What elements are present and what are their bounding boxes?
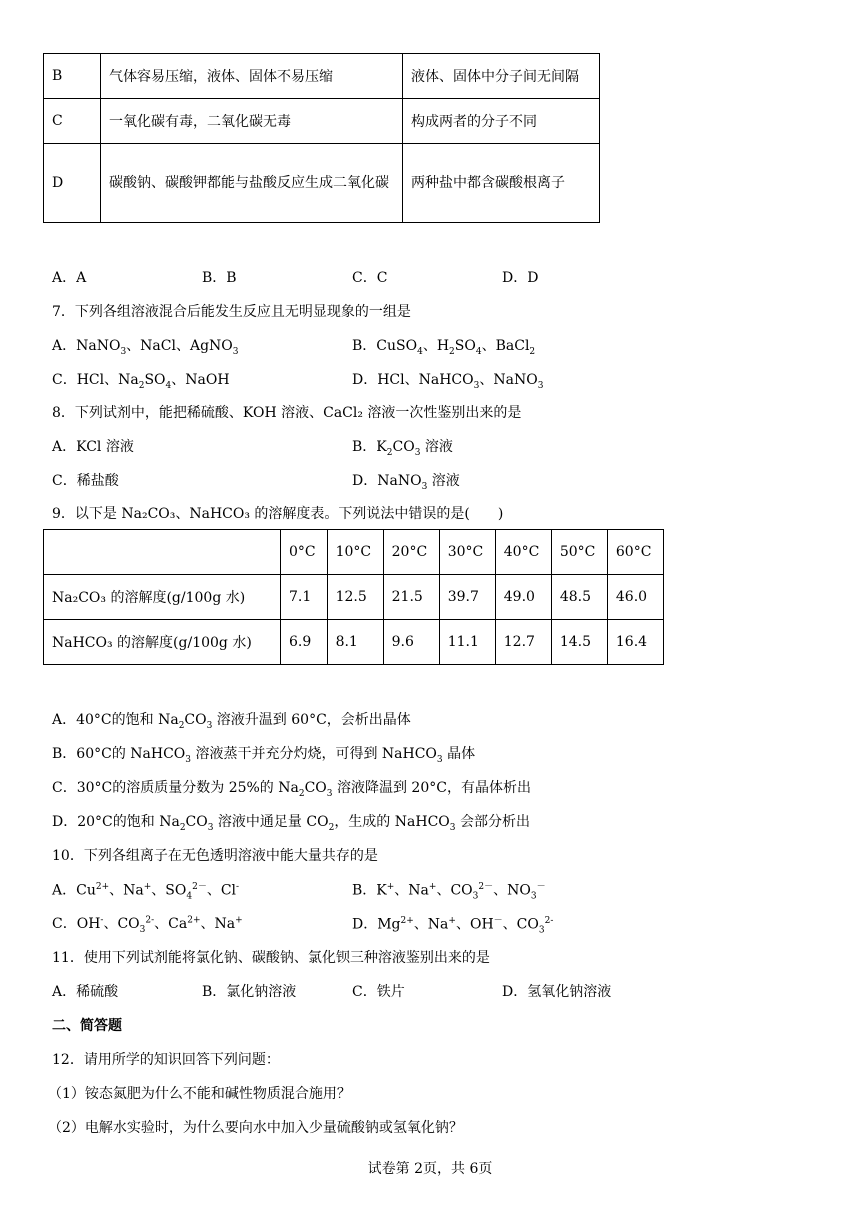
q11-option-c: C．铁片 [352,984,405,1000]
q11-option-d: D．氢氧化钠溶液 [502,984,612,1000]
q10-option-d: D．$Mg^{2+}$、Na+、OH－、$CO_3^{2-}$ [352,916,554,936]
value-cell: 8.1 [327,620,383,665]
q10-option-a: A．$Cu^{2+}$、Na+、$SO_4^{2-}$、Cl- [52,882,240,902]
table-row [44,144,600,223]
header-cell: 40°C [495,530,551,575]
q8-option-c: C．稀盐酸 [52,473,119,489]
q6-option-c: C．C [352,270,388,286]
value-cell: 21.5 [383,575,439,620]
row-label: NaHCO₃ 的溶解度(g/100g 水) [44,620,281,665]
option-key: D [44,144,101,223]
q9-option-b: B．60°C的 NaHCO$_3$ 溶液蒸干并充分灼烧，可得到 NaHCO$_3$ 晶体 [52,746,476,765]
q7-stem: 7．下列各组溶液混合后能发生反应且无明显现象的一组是 [52,304,411,320]
q10-stem: 10．下列各组离子在无色透明溶液中能大量共存的是 [52,848,378,864]
header-cell [44,530,281,575]
q8-option-a: A．KCl 溶液 [52,439,134,455]
q12-part-2: （2）电解水实验时，为什么要向水中加入少量硫酸钠或氢氧化钠？ [48,1120,463,1136]
q6-option-a: A．A [52,270,87,286]
q10-option-b: B．K+、Na+、$CO_3^{2-}$、$NO_3^-$ [352,882,546,902]
value-cell: 46.0 [607,575,663,620]
q8-option-b: B．$K_2CO_3$ 溶液 [352,439,453,458]
q12-part-1: （1）铵态氮肥为什么不能和碱性物质混合施用？ [48,1086,351,1102]
fact-cell: 一氧化碳有毒，二氧化碳无毒 [101,99,403,144]
q9-option-c: C．30°C的溶质质量分数为 25%的 $Na_2CO_3$ 溶液降温到 20°C，有晶体析出 [52,780,531,799]
value-cell: 49.0 [495,575,551,620]
header-cell: 50°C [551,530,607,575]
page-footer: 试卷第 2页，共 6页 [367,1161,493,1177]
header-cell: 10°C [327,530,383,575]
option-key: B [44,54,101,99]
q9-stem: 9．以下是 Na₂CO₃、NaHCO₃ 的溶解度表。下列说法中错误的是( ) [52,506,504,522]
table-header-row [44,530,664,575]
value-cell: 7.1 [281,575,328,620]
q6-option-d: D．D [502,270,539,286]
header-cell: 20°C [383,530,439,575]
table-row [44,620,664,665]
value-cell: 14.5 [551,620,607,665]
option-key: C [44,99,101,144]
q11-stem: 11．使用下列试剂能将氯化钠、碳酸钠、氯化钡三种溶液鉴别出来的是 [52,950,490,966]
q7-option-b: B．CuSO$_4$、$H_2SO_4$、BaCl$_2$ [352,338,536,357]
fact-cell: 碳酸钠、碳酸钾都能与盐酸反应生成二氧化碳 [101,144,403,223]
q7-option-c: C．HCl、$Na_2SO_4$、NaOH [52,372,230,391]
explanation-cell: 构成两者的分子不同 [403,99,600,144]
q12-stem: 12．请用所学的知识回答下列问题： [52,1052,280,1068]
q8-stem: 8．下列试剂中，能把稀硫酸、KOH 溶液、CaCl₂ 溶液一次性鉴别出来的是 [52,405,522,421]
table-row [44,99,600,144]
value-cell: 9.6 [383,620,439,665]
value-cell: 6.9 [281,620,328,665]
q10-option-c: C．OH-、$CO_3^{2-}$、$Ca^{2+}$、Na+ [52,915,243,935]
fact-cell: 气体容易压缩，液体、固体不易压缩 [101,54,403,99]
value-cell: 12.5 [327,575,383,620]
q9-option-a: A．40°C的饱和 $Na_2CO_3$ 溶液升温到 60°C，会析出晶体 [52,712,411,731]
q7-option-d: D．HCl、NaHCO$_3$、NaNO$_3$ [352,372,544,391]
section-heading: 二、简答题 [52,1018,122,1034]
table-row [44,54,600,99]
explanation-cell: 液体、固体中分子间无间隔 [403,54,600,99]
value-cell: 11.1 [439,620,495,665]
question-6-table [43,53,600,223]
q7-option-a: A．NaNO$_3$、NaCl、AgNO$_3$ [52,338,239,357]
q8-option-d: D．NaNO$_3$ 溶液 [352,473,460,492]
explanation-cell: 两种盐中都含碳酸根离子 [403,144,600,223]
table-row [44,575,664,620]
value-cell: 12.7 [495,620,551,665]
solubility-table [43,529,664,665]
row-label: Na₂CO₃ 的溶解度(g/100g 水) [44,575,281,620]
value-cell: 39.7 [439,575,495,620]
q11-option-a: A．稀硫酸 [52,984,119,1000]
header-cell: 30°C [439,530,495,575]
q9-option-d: D．20°C的饱和 $Na_2CO_3$ 溶液中通足量 $CO_2$，生成的 NaHCO$_3$ 会部分析出 [52,814,530,833]
value-cell: 16.4 [607,620,663,665]
q11-option-b: B．氯化钠溶液 [202,984,297,1000]
header-cell: 0°C [281,530,328,575]
q6-option-b: B．B [202,270,237,286]
value-cell: 48.5 [551,575,607,620]
header-cell: 60°C [607,530,663,575]
